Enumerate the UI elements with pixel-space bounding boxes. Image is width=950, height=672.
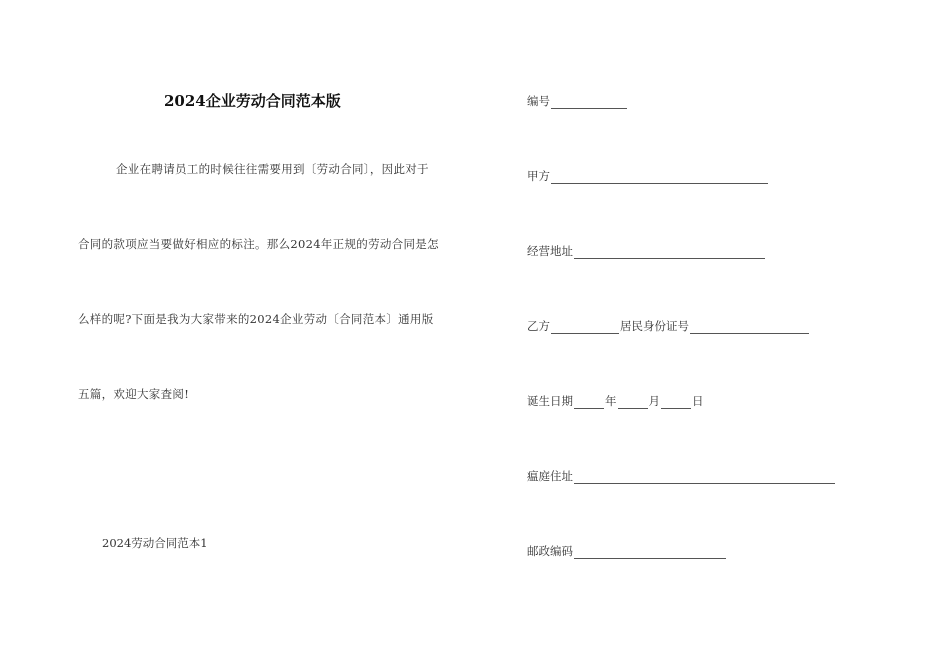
day-blank <box>661 396 691 409</box>
number-blank <box>551 96 627 109</box>
year-label: 年 <box>605 394 617 408</box>
left-column <box>78 0 468 672</box>
day-label: 日 <box>692 394 704 408</box>
party-b-field <box>527 318 810 334</box>
party-a-blank <box>551 171 768 184</box>
address-blank <box>574 246 765 259</box>
postal-label: 邮政编码 <box>527 544 573 558</box>
address-label: 经营地址 <box>527 244 573 258</box>
home-label: 瘟庭住址 <box>527 469 573 483</box>
postal-blank <box>574 546 726 559</box>
business-address-field <box>527 243 766 259</box>
party-b-blank <box>551 321 619 334</box>
year-blank <box>574 396 604 409</box>
section-heading: 2024劳动合同范本1 <box>102 536 208 550</box>
intro-line-3: 么样的呢?下面是我为大家带来的2024企业劳动〔合同范本〕通用版 <box>78 312 434 326</box>
home-address-field <box>527 468 836 484</box>
month-label: 月 <box>648 394 660 408</box>
party-b-label: 乙方 <box>527 319 550 333</box>
contract-number-field <box>527 93 628 109</box>
right-column <box>527 0 927 672</box>
party-a-label: 甲方 <box>527 169 550 183</box>
birth-date-field <box>527 393 704 409</box>
party-a-field <box>527 168 769 184</box>
postal-code-field <box>527 543 727 559</box>
home-blank <box>574 471 835 484</box>
document-title: 2024企业劳动合同范本版 <box>164 92 341 110</box>
id-label: 居民身份证号 <box>620 319 689 333</box>
intro-line-4: 五篇，欢迎大家査阅! <box>78 387 190 401</box>
number-label: 编号 <box>527 94 550 108</box>
month-blank <box>618 396 648 409</box>
birth-label: 诞生日期 <box>527 394 573 408</box>
intro-line-2: 合同的款项应当要做好相应的标注。那么2024年正规的劳动合同是怎 <box>78 237 439 251</box>
id-blank <box>690 321 809 334</box>
intro-line-1: 企业在聘请员工的时候往往需要用到〔劳动合同〕，因此对于 <box>116 162 429 176</box>
